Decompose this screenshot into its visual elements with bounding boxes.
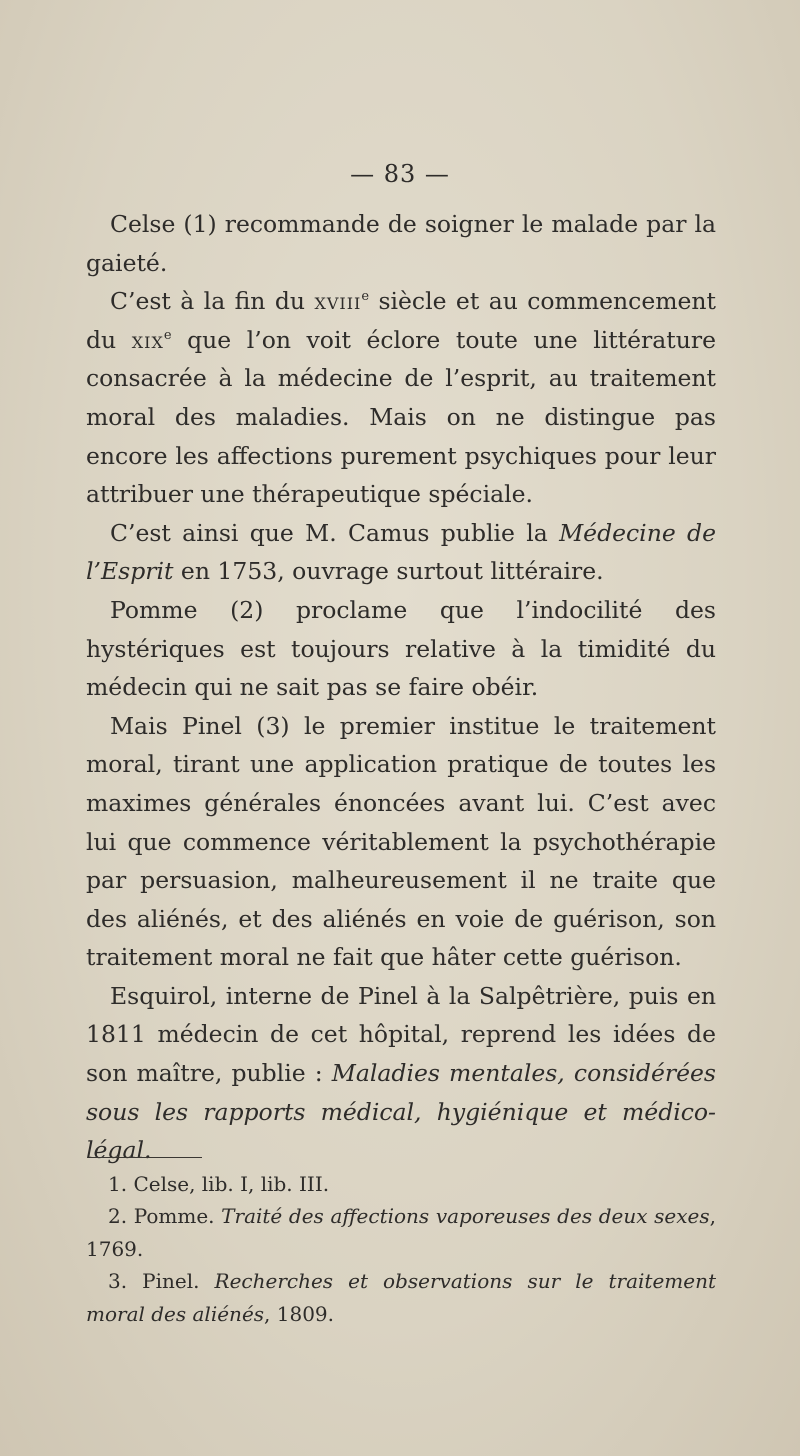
- text-fragment: que l’on voit éclore toute une littérature consacrée à la médecine de l’esprit, au traitement moral des maladies. Mais on ne distingue pas encore les affections purement psychiques pour leur attribuer une thérapeutique spéciale.: [86, 325, 716, 509]
- century-numeral: xix: [131, 325, 164, 354]
- superscript: e: [163, 327, 172, 343]
- footnote-3: [86, 1265, 716, 1330]
- paragraph-camus: [86, 514, 716, 591]
- paragraph-esquirol: [86, 977, 716, 1170]
- paragraph-xviii-century: [86, 282, 716, 514]
- text-fragment: en 1753, ouvrage surtout littéraire.: [173, 557, 604, 586]
- text-fragment: siècle et au commencement du: [86, 287, 716, 354]
- book-title: Maladies mentales, considérées sous les rapports médical, hygiénique et médico-légal.: [86, 1059, 716, 1165]
- text-fragment: , 1769.: [86, 1204, 716, 1261]
- main-text: [86, 205, 716, 1170]
- text-fragment: Esquirol, interne de Pinel à la Salpêtrière, puis en 1811 médecin de cet hôpital, reprend les idées de son maître, publie :: [86, 981, 716, 1088]
- text-fragment: 3. Pinel.: [108, 1269, 215, 1294]
- footnote-2: [86, 1200, 716, 1265]
- text-fragment: , 1809.: [264, 1301, 335, 1326]
- book-title: Traité des affections vaporeuses des deux sexes: [221, 1204, 710, 1229]
- footnote-1: 1. Celse, lib. I, lib. III.: [108, 1172, 330, 1196]
- footnote-divider: [90, 1157, 202, 1158]
- paragraph-pinel: Mais Pinel (3) le premier institue le traitement moral, tirant une application pratique de toutes les maximes générales énoncées avant lui. C’est avec lui que commence véritablement la psychothérapie par persuasion, malheureusement il ne traite que des aliénés, et des aliénés en voie de guérison, son traitement moral ne fait que hâter cette guérison.: [86, 711, 716, 972]
- paragraph-pomme: Pomme (2) proclame que l’indocilité des hystériques est toujours relative à la timidité du médecin qui ne sait pas se faire obéir.: [86, 595, 716, 702]
- text-fragment: 2. Pomme.: [108, 1204, 222, 1229]
- paragraph-celse: Celse (1) recommande de soigner le malade par la gaieté.: [86, 210, 716, 277]
- text-fragment: C’est à la fin du: [110, 287, 315, 316]
- text-fragment: C’est ainsi que M. Camus publie la: [110, 518, 560, 547]
- book-title: Médecine de l’Esprit: [86, 518, 716, 586]
- footnotes: [86, 1168, 716, 1330]
- century-numeral: xviii: [314, 287, 362, 316]
- page-number: — 83 —: [350, 160, 450, 188]
- superscript: e: [361, 289, 370, 305]
- book-title: Recherches et observations sur le traitement moral des aliénés: [86, 1269, 716, 1326]
